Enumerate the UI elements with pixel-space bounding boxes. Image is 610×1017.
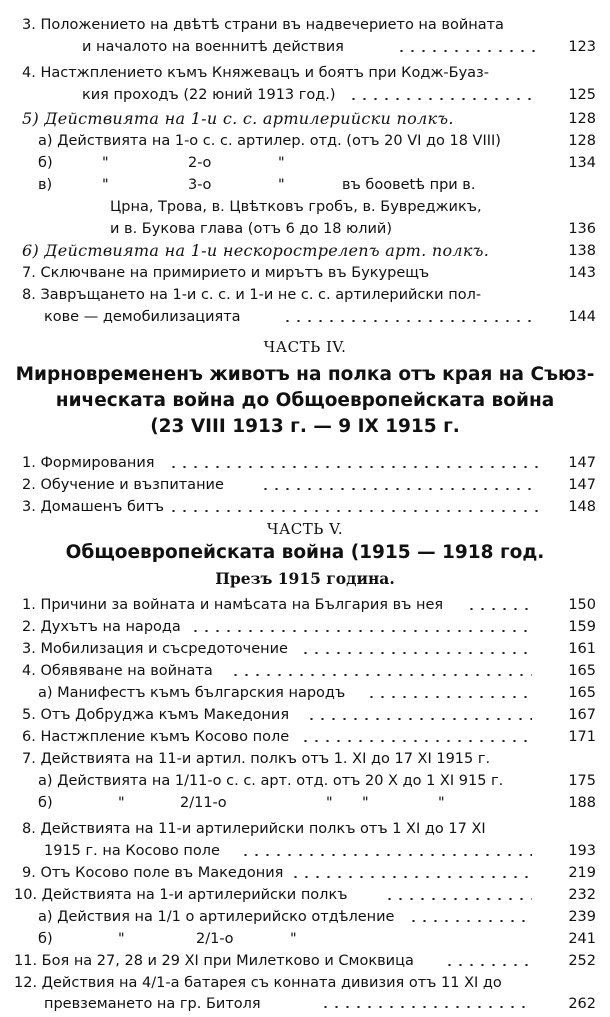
toc-entry-marker: б) <box>38 931 53 947</box>
leader-dots <box>466 608 532 610</box>
leader-dots <box>168 466 538 468</box>
leader-dots <box>230 674 532 676</box>
leader-dots <box>190 630 532 632</box>
toc-entry-text: 3. Домашенъ битъ <box>22 499 165 515</box>
toc-entry-text: 1915 г. на Косово поле <box>44 843 220 859</box>
toc-entry-text: 7. Действията на 11-и артил. полкъ отъ 1. XI до 17 XI 1915 г. <box>22 751 491 767</box>
leader-dots <box>282 320 534 322</box>
toc-entry-text: кия проходъ (22 юний 1913 год.) <box>82 87 336 103</box>
toc-entry-text: 4. Настжплението къмъ Княжевацъ и боятъ при Кодж-Буаз- <box>22 65 489 81</box>
page-number: 165 <box>568 685 596 701</box>
page-number: 161 <box>568 641 596 657</box>
part-title: ническата война до Общоевропейската война <box>55 390 555 411</box>
page-number: 219 <box>568 865 596 881</box>
page-number: 123 <box>568 39 596 55</box>
page-number: 159 <box>568 619 596 635</box>
page-number: 165 <box>568 663 596 679</box>
page-number: 148 <box>568 499 596 515</box>
toc-entry-text: 10. Действията на 1-и артилерийски полкъ <box>14 887 348 903</box>
toc-entry-text: 2-о <box>188 155 212 171</box>
page-number: 143 <box>568 265 596 281</box>
page-number: 138 <box>568 243 596 259</box>
leader-dots <box>396 50 536 52</box>
toc-entry-text: 4. Обявяване на войната <box>22 663 213 679</box>
leader-dots <box>290 876 532 878</box>
ditto-mark: " <box>118 931 125 947</box>
toc-entry-text: а) Действия на 1/1 о артилерийско отдѣление <box>38 909 395 925</box>
leader-dots <box>408 920 532 922</box>
page-number: 252 <box>568 953 596 969</box>
toc-entry-text: 3-о <box>188 177 212 193</box>
ditto-mark: " <box>438 795 445 811</box>
ditto-mark: " <box>326 795 333 811</box>
page-number: 136 <box>568 221 596 237</box>
toc-entry-text: 2/11-о <box>180 795 227 811</box>
page-number: 125 <box>568 87 596 103</box>
part-title: Общоевропейската война (1915 — 1918 год. <box>65 542 545 563</box>
part-subtitle: Презъ 1915 година. <box>215 569 395 588</box>
page-number: 188 <box>568 795 596 811</box>
ditto-mark: " <box>290 931 297 947</box>
leader-dots <box>384 898 532 900</box>
page-number: 239 <box>568 909 596 925</box>
leader-dots <box>366 696 532 698</box>
toc-entry-text: Црна, Трова, в. Цвѣтковъ гробъ, в. Бувреджикъ, <box>110 199 482 215</box>
part-title: (23 VIII 1913 г. — 9 IX 1915 г. <box>150 416 460 437</box>
toc-entry-text: 9. Отъ Косово поле въ Македония <box>22 865 284 881</box>
toc-entry-text: 2. Духътъ на народа <box>22 619 181 635</box>
ditto-mark: " <box>102 177 109 193</box>
toc-section-title: 5) Действията на 1-и с. с. артилерийски полкъ. <box>22 109 454 128</box>
toc-entry-text: 6. Настжпление къмъ Косово поле <box>22 729 290 745</box>
ditto-mark: " <box>278 177 285 193</box>
page-number: 128 <box>568 133 596 149</box>
toc-entry-text: и началото на военнитѣ действия <box>82 39 344 55</box>
page-number: 232 <box>568 887 596 903</box>
leader-dots <box>300 652 532 654</box>
ditto-mark: " <box>362 795 369 811</box>
ditto-mark: " <box>118 795 125 811</box>
page-number: 171 <box>568 729 596 745</box>
leader-dots <box>260 488 538 490</box>
toc-entry-marker: б) <box>38 155 53 171</box>
toc-entry-text: 12. Действия на 4/1-а батарея съ конната дивизия отъ 11 XI до <box>14 975 502 991</box>
toc-entry-text: а) Действията на 1-о с. с. артилер. отд. (отъ 20 VI до 18 VIII) <box>38 133 501 149</box>
toc-entry-text: а) Действията на 1/11-о с. с. арт. отд. отъ 20 X до 1 XI 915 г. <box>38 773 504 789</box>
toc-entry-text: 7. Сключване на примирието и мирътъ въ Букурещъ <box>22 265 430 281</box>
toc-entry-text: 3. Мобилизация и съсредоточение <box>22 641 288 657</box>
page-number: 144 <box>568 309 596 325</box>
page-number: 134 <box>568 155 596 171</box>
page-number: 193 <box>568 843 596 859</box>
toc-entry-text: 8. Завръщането на 1-и с. с. и 1-и не с. с. артилерийски пол- <box>22 287 482 303</box>
leader-dots <box>240 854 532 856</box>
toc-entry-text: 8. Действията на 11-и артилерийски полкъ отъ 1 XI до 17 XI <box>22 821 486 837</box>
ditto-mark: " <box>102 155 109 171</box>
toc-entry-text: кове — демобилизацията <box>44 309 241 325</box>
toc-entry-text: а) Манифестъ къмъ българския народъ <box>38 685 346 701</box>
page-number: 262 <box>568 996 596 1012</box>
page-number: 147 <box>568 477 596 493</box>
leader-dots <box>300 740 532 742</box>
toc-entry-text: 1. Причини за войната и намѣсата на България въ нея <box>22 597 444 613</box>
page-number: 241 <box>568 931 596 947</box>
toc-section-title: 6) Действията на 1-и нескорострелепъ арт. полкъ. <box>22 241 490 260</box>
leader-dots <box>444 964 532 966</box>
page-number: 128 <box>568 111 596 127</box>
leader-dots <box>306 718 532 720</box>
page-number: 147 <box>568 455 596 471</box>
leader-dots <box>168 510 538 512</box>
toc-entry-text: въ боовеtѣ при в. <box>342 177 476 193</box>
toc-entry-text: 5. Отъ Добруджа къмъ Македония <box>22 707 290 723</box>
part-title: Мирновремененъ животъ на полка отъ края на Съюз- <box>15 364 595 385</box>
part-label: ЧАСТЬ V. <box>266 520 344 538</box>
toc-entry-marker: в) <box>38 177 53 193</box>
leader-dots <box>348 98 536 100</box>
part-label: ЧАСТЬ IV. <box>263 338 347 356</box>
ditto-mark: " <box>278 155 285 171</box>
toc-entry-marker: б) <box>38 795 53 811</box>
page-number: 150 <box>568 597 596 613</box>
page-number: 167 <box>568 707 596 723</box>
toc-entry-text: 11. Боя на 27, 28 и 29 XI при Милетково и Смоквица <box>14 953 414 969</box>
toc-entry-text: и в. Букова глава (отъ 6 до 18 юлий) <box>110 221 393 237</box>
toc-entry-text: 3. Положениeто на двѣтѣ страни въ надвечерието на войната <box>22 17 504 33</box>
toc-entry-text: 1. Формирования <box>22 455 155 471</box>
toc-entry-text: 2. Обучение и възпитание <box>22 477 224 493</box>
leader-dots <box>320 1006 532 1008</box>
toc-entry-text: 2/1-о <box>196 931 234 947</box>
page-number: 175 <box>568 773 596 789</box>
toc-entry-text: превземането на гр. Битоля <box>44 996 261 1012</box>
